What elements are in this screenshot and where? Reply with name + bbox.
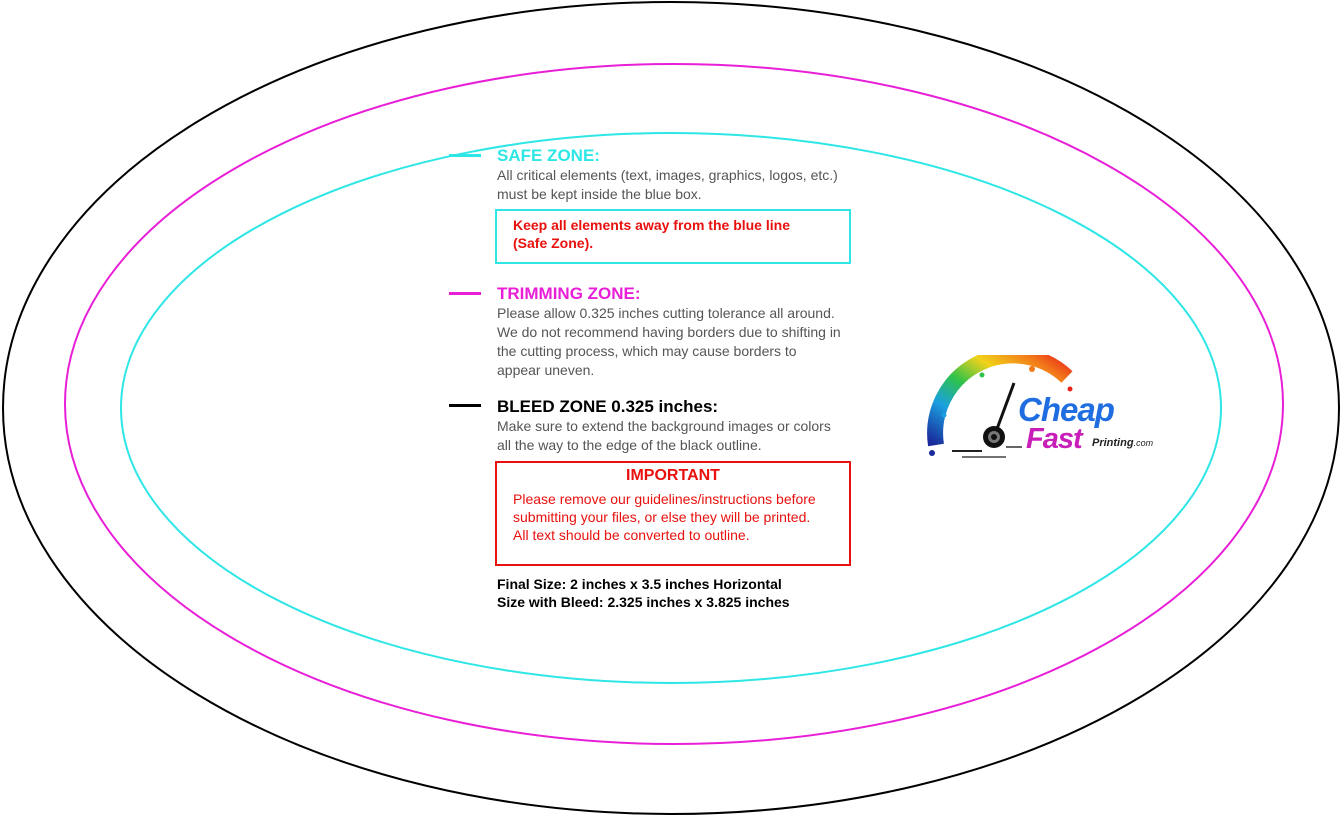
size-info <box>497 575 790 611</box>
logo-word-fast: Fast <box>1026 423 1082 455</box>
bleed-zone-dash <box>449 404 481 407</box>
trim-zone-line: Please allow 0.325 inches cutting tolerance all around. <box>497 305 835 321</box>
safe-zone-warning <box>513 216 790 252</box>
safe-zone-warning-box <box>495 209 851 264</box>
bleed-zone-line: all the way to the edge of the black outline. <box>497 437 762 453</box>
important-line: Please remove our guidelines/instructions before <box>513 491 816 507</box>
important-description <box>513 490 816 544</box>
safe-zone-title: SAFE ZONE: <box>497 146 600 165</box>
cheap-fast-printing-logo <box>922 355 1172 465</box>
important-title: IMPORTANT <box>626 467 720 484</box>
bleed-size: Size with Bleed: 2.325 inches x 3.825 inches <box>497 594 790 610</box>
bleed-zone-description <box>497 417 831 455</box>
final-size: Final Size: 2 inches x 3.5 inches Horizontal <box>497 576 782 592</box>
trim-zone-line: appear uneven. <box>497 362 595 378</box>
logo-printing: Printing <box>1092 437 1134 449</box>
safe-zone-line: All critical elements (text, images, graphics, logos, etc.) <box>497 167 838 183</box>
trim-zone-description <box>497 304 841 380</box>
bleed-zone-line: Make sure to extend the background images or colors <box>497 418 831 434</box>
important-line: All text should be converted to outline. <box>513 527 750 543</box>
trim-zone-line: We do not recommend having borders due to shifting in <box>497 324 841 340</box>
logo-word-printing <box>1092 437 1153 449</box>
important-box <box>495 461 851 566</box>
logo-word-cheap: Cheap <box>1018 391 1114 428</box>
safe-zone-warning-line: (Safe Zone). <box>513 235 594 251</box>
trim-zone-title: TRIMMING ZONE: <box>497 284 641 303</box>
important-line: submitting your files, or else they will be printed. <box>513 509 811 525</box>
logo-suffix: .com <box>1133 438 1154 448</box>
bleed-zone-title: BLEED ZONE 0.325 inches: <box>497 397 719 416</box>
trim-zone-line: the cutting process, which may cause borders to <box>497 343 797 359</box>
safe-zone-dash <box>449 154 481 157</box>
trim-zone-dash <box>449 292 481 295</box>
safe-zone-warning-line: Keep all elements away from the blue line <box>513 217 790 233</box>
safe-zone-description <box>497 166 838 204</box>
safe-zone-line: must be kept inside the blue box. <box>497 186 702 202</box>
